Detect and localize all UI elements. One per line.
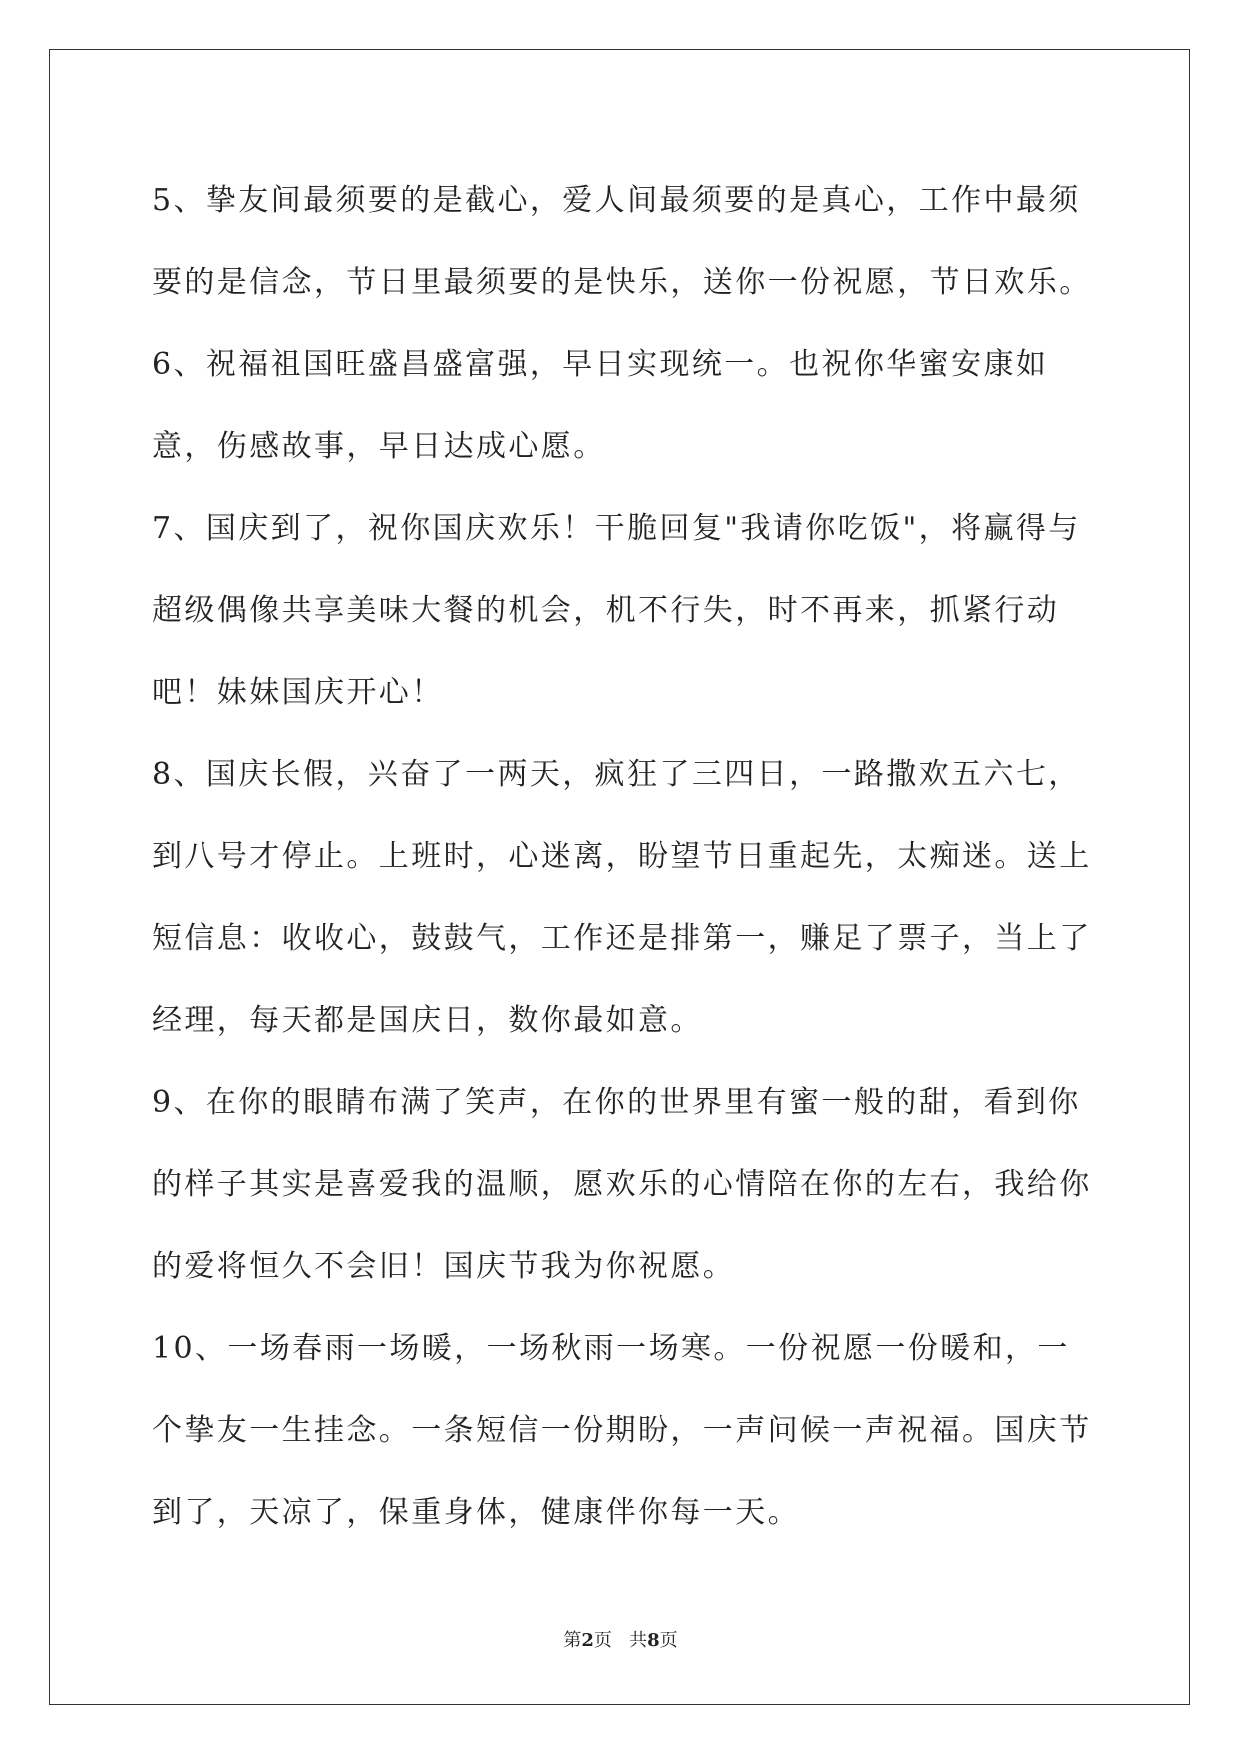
document-body [152, 160, 1092, 1554]
footer-page-suffix: 页 [593, 1630, 612, 1651]
footer-total-suffix: 页 [659, 1630, 678, 1651]
footer-total-prefix: 共 [629, 1630, 648, 1651]
paragraph-7: 7、国庆到了，祝你国庆欢乐！干脆回复"我请你吃饭"，将赢得与超级偶像共享美味大餐的机会，机不行失，时不再来，抓紧行动吧！妹妹国庆开心！ [152, 511, 1081, 710]
page-footer [0, 1626, 1241, 1652]
paragraph-5: 5、挚友间最须要的是截心，爱人间最须要的是真心，工作中最须要的是信念，节日里最须要的是快乐，送你一份祝愿，节日欢乐。 [152, 183, 1092, 300]
current-page-number: 2 [581, 1630, 594, 1651]
footer-prefix: 第 [563, 1630, 582, 1651]
total-page-number: 8 [647, 1630, 660, 1651]
paragraph-10: 10、一场春雨一场暖，一场秋雨一场寒。一份祝愿一份暖和，一个挚友一生挂念。一条短信一份期盼，一声问候一声祝福。国庆节到了，天凉了，保重身体，健康伴你每一天。 [152, 1331, 1092, 1530]
paragraph-6: 6、祝福祖国旺盛昌盛富强，早日实现统一。也祝你华蜜安康如意，伤感故事，早日达成心愿。 [152, 347, 1049, 464]
paragraph-9: 9、在你的眼睛布满了笑声，在你的世界里有蜜一般的甜，看到你的样子其实是喜爱我的温顺，愿欢乐的心情陪在你的左右，我给你的爱将恒久不会旧！国庆节我为你祝愿。 [152, 1085, 1092, 1284]
paragraph-8: 8、国庆长假，兴奋了一两天，疯狂了三四日，一路撒欢五六七，到八号才停止。上班时，心迷离，盼望节日重起先，太痴迷。送上短信息：收收心，鼓鼓气，工作还是排第一，赚足了票子，当上了经理，每天都是国庆日，数你最如意。 [152, 757, 1092, 1038]
